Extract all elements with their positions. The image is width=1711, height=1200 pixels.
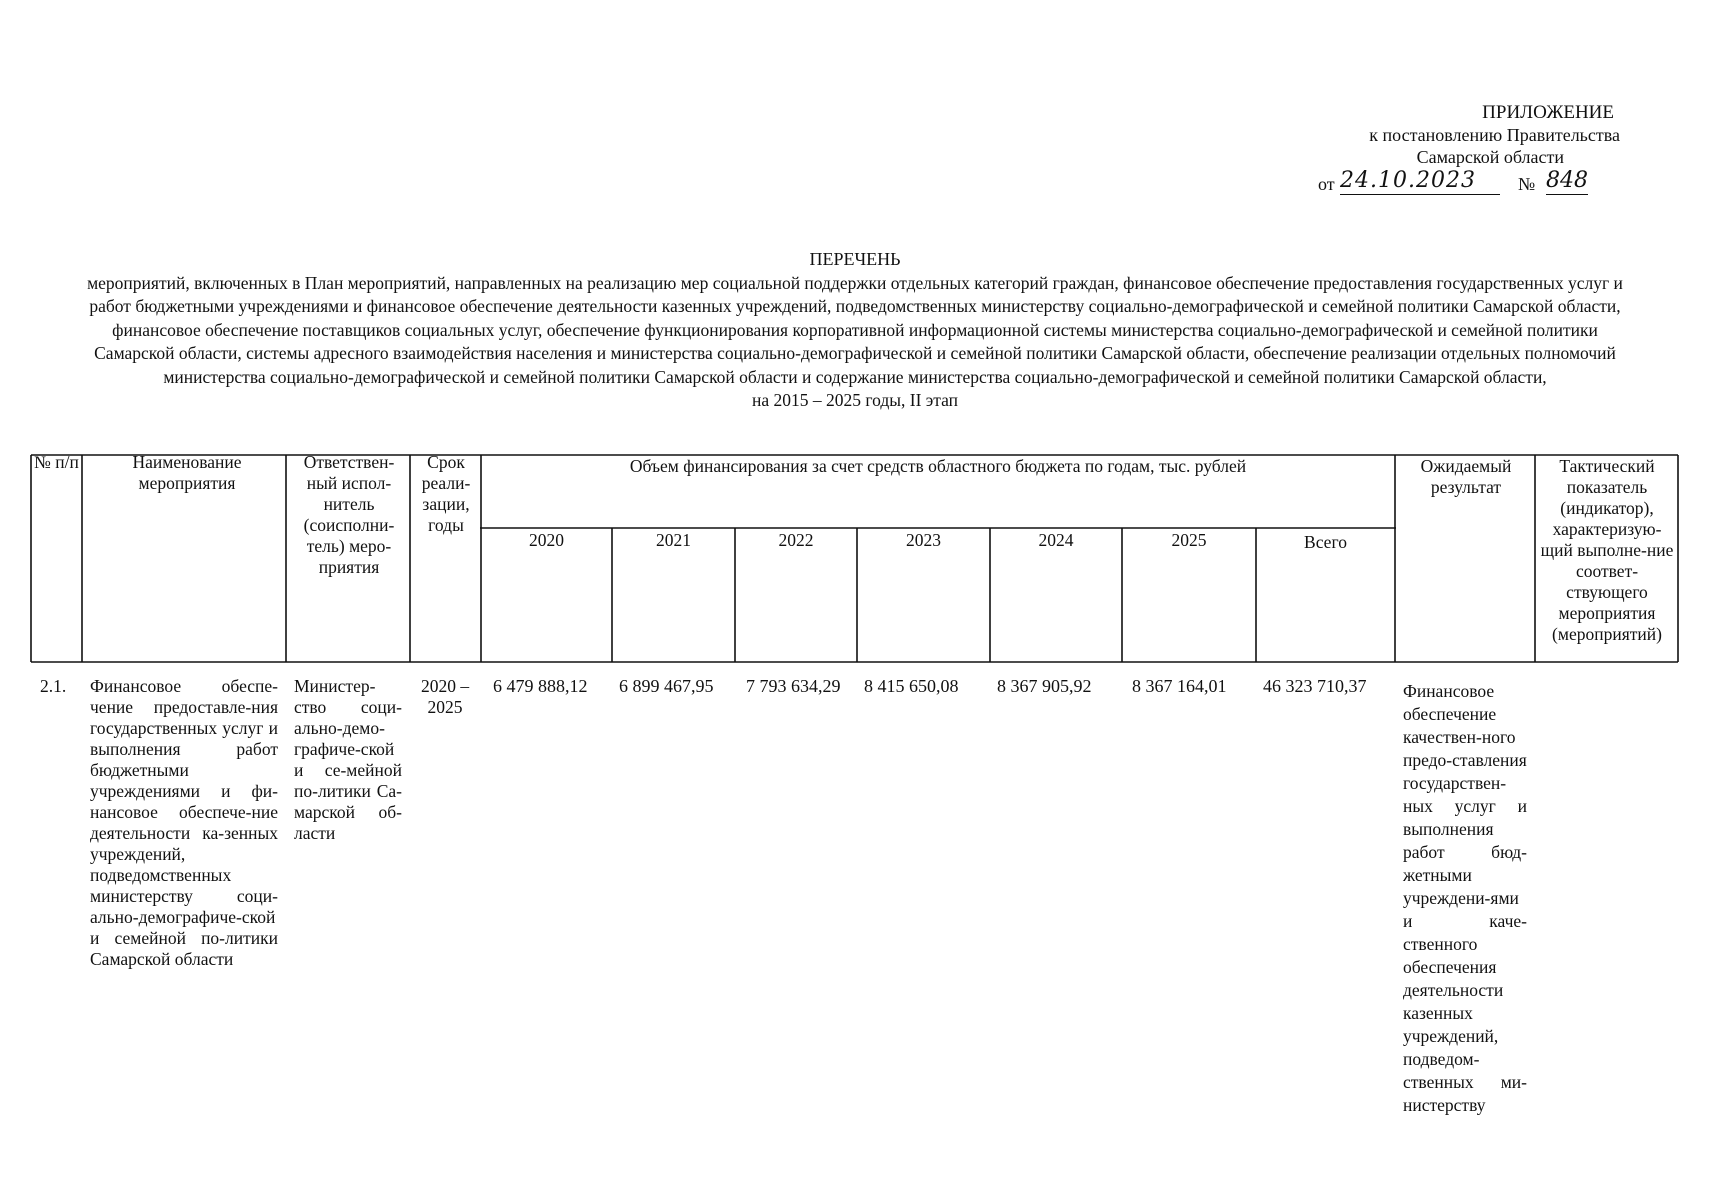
- header-executor: Ответствен-ный испол-нитель (соисполни-тель) меро-приятия: [303, 452, 395, 577]
- title-period: на 2015 – 2025 годы, II этап: [751, 390, 959, 410]
- header-financing: Объем финансирования за счет средств областного бюджета по годам, тыс. рублей: [629, 456, 1247, 476]
- header-year-2022: 2022: [778, 530, 814, 550]
- appendix-block: [1300, 102, 1620, 168]
- handwritten-number: 848: [1546, 168, 1588, 193]
- title-body: мероприятий, включенных в План мероприятий, направленных на реализацию мер социальной поддержки отдельных категорий граждан, финансовое обеспечение предоставления государственных услуг и работ бюджетными учреждениями и финансовое обеспечение деятельности казенных учреждений, подведомственных министерству социально-демографической и семейной политики Самарской области, финансовое обеспечение поставщиков социальных услуг, обеспечение функционирования корпоративной информационной системы министерства социально-демографической и семейной политики Самарской области, системы адресного взаимодействия населения и министерства социально-демографической и семейной политики Самарской области, обеспечение реализации отдельных полномочий министерства социально-демографической и семейной политики Самарской области и содержание министерства социально-демографической и семейной политики Самарской области,: [87, 272, 1623, 387]
- appendix-date-number-line: [1318, 168, 1618, 196]
- document-title: [70, 248, 1640, 413]
- title-heading: ПЕРЕЧЕНЬ: [809, 249, 901, 269]
- row-number: 2.1.: [40, 676, 67, 696]
- header-name: Наименование мероприятия: [132, 452, 242, 493]
- header-number: № п/п: [34, 452, 79, 472]
- row-executor: Министер-ство соци-ально-демо-графиче-ской и се-мейной по-литики Са-марской об-ласти: [294, 676, 402, 843]
- row-value-2023: 8 415 650,08: [864, 676, 959, 696]
- number-label: №: [1518, 174, 1536, 194]
- header-year-2024: 2024: [1038, 530, 1074, 550]
- row-value-2022: 7 793 634,29: [746, 676, 841, 696]
- header-year-2020: 2020: [529, 530, 564, 550]
- handwritten-date: 24.10.2023: [1340, 168, 1500, 195]
- row-value-2021: 6 899 467,95: [619, 676, 714, 696]
- row-value-2024: 8 367 905,92: [997, 676, 1092, 696]
- header-year-2021: 2021: [656, 530, 691, 550]
- from-label: от: [1318, 174, 1335, 194]
- appendix-label: ПРИЛОЖЕНИЕ: [1482, 102, 1614, 123]
- row-term: 2020 – 2025: [420, 676, 470, 717]
- appendix-line-resolution: к постановлению Правительства: [1369, 125, 1620, 145]
- row-value-2025: 8 367 164,01: [1132, 676, 1227, 696]
- header-year-2023: 2023: [906, 530, 941, 550]
- row-value-total: 46 323 710,37: [1263, 676, 1367, 696]
- header-indicator: Тактический показатель (индикатор), характеризую-щий выполне-ние соответ-ствующего мероприятия (мероприятий): [1540, 456, 1674, 644]
- header-term: Срок реали-зации, годы: [421, 452, 471, 535]
- header-year-2025: 2025: [1171, 530, 1207, 550]
- row-name: Финансовое обеспе-чение предоставле-ния государственных услуг и выполнения работ бюджетными учреждениями и фи-нансовое обеспече-ние деятельности ка-зенных учреждений, подведомственных министерству соци-ально-демографиче-ской и семейной по-литики Самарской области: [90, 676, 278, 969]
- appendix-line-region: Самарской области: [1416, 147, 1564, 167]
- header-total: Всего: [1304, 532, 1347, 552]
- row-value-2020: 6 479 888,12: [493, 676, 588, 696]
- row-result: Финансовое обеспечение качествен-ного предо-ставления государствен-ных услуг и выполнения работ бюд-жетными учреждени-ями и каче-ственного обеспечения деятельности казенных учреждений, подведом-ственных ми-нистерству: [1403, 681, 1527, 1115]
- header-result: Ожидаемый результат: [1420, 456, 1512, 497]
